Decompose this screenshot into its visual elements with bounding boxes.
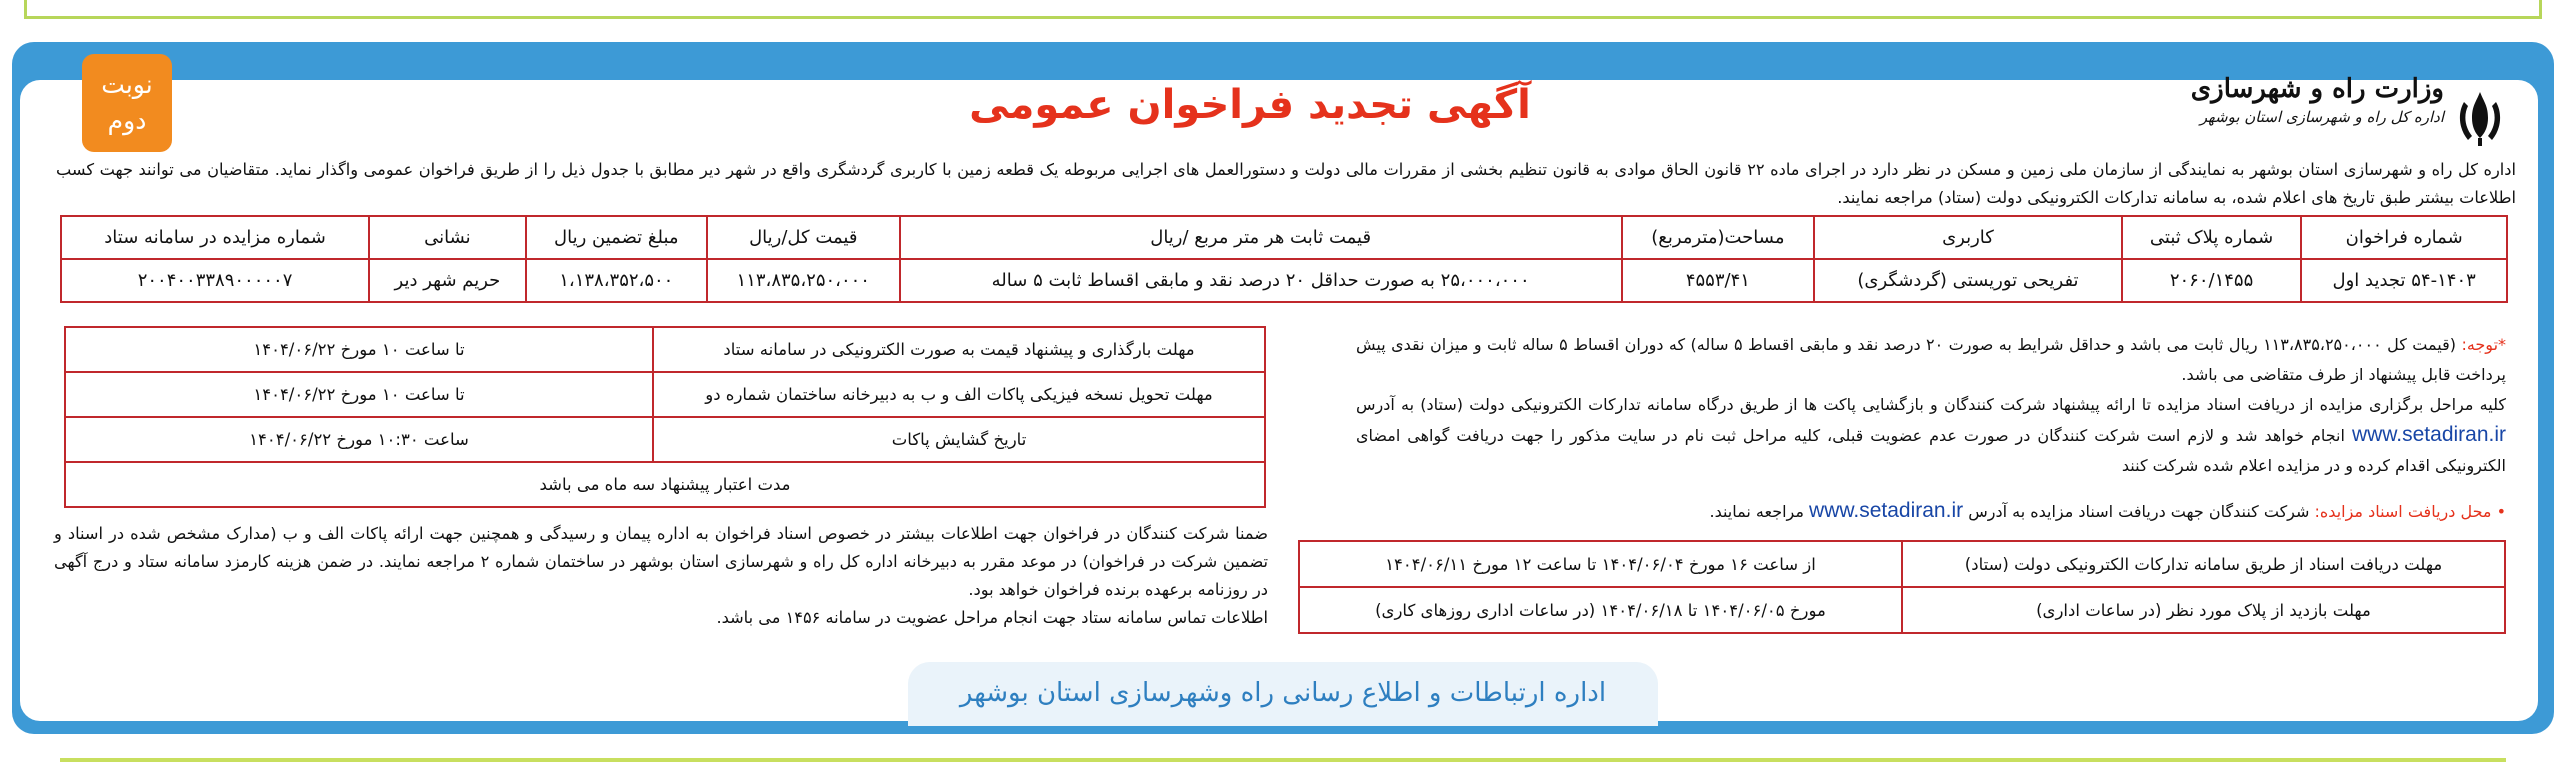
note-text: (قیمت کل ۱۱۳،۸۳۵،۲۵۰،۰۰۰ ریال ثابت می باشد و حداقل شرایط به صورت ۲۰ درصد نقد و مابقی اقساط ۵ ساله) که دوران اقساط ۵ ساله ثابت و میزان نقدی پیش پرداخت قابل پیشنهاد از طرف متقاضی می باشد. bbox=[1356, 335, 2506, 384]
note-paragraph bbox=[1356, 330, 2506, 481]
page-title: آگهی تجدید فراخوان عمومی bbox=[969, 82, 1531, 128]
table-cell: ۵۴-۱۴۰۳ تجدید اول bbox=[2301, 259, 2507, 302]
table-header-cell: قیمت ثابت هر متر مربع /ریال bbox=[900, 216, 1622, 259]
table-cell: ۲۰۰۴۰۰۳۳۸۹۰۰۰۰۰۷ bbox=[61, 259, 369, 302]
table-cell: مهلت تحویل نسخه فیزیکی پاکات الف و ب به دبیرخانه ساختمان شماره دو bbox=[653, 372, 1265, 417]
turn-badge bbox=[82, 54, 172, 152]
table-header-cell: مساحت(مترمربع) bbox=[1622, 216, 1815, 259]
table-row bbox=[65, 327, 1265, 372]
table-cell: مهلت بارگذاری و پیشنهاد قیمت به صورت الکترونیکی در سامانه ستاد bbox=[653, 327, 1265, 372]
turn-label: نوبت bbox=[101, 70, 153, 99]
note-second bbox=[1356, 390, 2506, 481]
note-text-a: کلیه مراحل برگزاری مزایده از دریافت اسناد مزایده تا ارائه پیشنهاد شرکت کنندگان و بازگشایی پاکت ها از طریق درگاه سامانه تدارکات الکترونیکی دولت (ستاد) به آدرس bbox=[1356, 395, 2506, 414]
table-cell: تا ساعت ۱۰ مورخ ۱۴۰۴/۰۶/۲۲ bbox=[65, 372, 653, 417]
table-cell: ۲۵،۰۰۰،۰۰۰ به صورت حداقل ۲۰ درصد نقد و مابقی اقساط ثابت ۵ ساله bbox=[900, 259, 1622, 302]
table-header-cell: نشانی bbox=[369, 216, 526, 259]
table-cell: ۱۱۳،۸۳۵،۲۵۰،۰۰۰ bbox=[707, 259, 900, 302]
place-paragraph bbox=[1356, 498, 2506, 525]
bottom-border-rule bbox=[60, 758, 2506, 762]
ministry-name: وزارت راه و شهرسازی bbox=[2190, 74, 2444, 104]
table-row bbox=[1299, 541, 2505, 587]
table-cell: ۲۰۶۰/۱۴۵۵ bbox=[2122, 259, 2302, 302]
ministry-subtitle: اداره کل راه و شهرسازی استان بوشهر bbox=[2199, 108, 2444, 126]
table-cell: مهلت بازدید از پلاک مورد نظر (در ساعات اداری) bbox=[1902, 587, 2505, 633]
table-row bbox=[1299, 587, 2505, 633]
table-row bbox=[61, 259, 2507, 302]
table-row bbox=[65, 372, 1265, 417]
table-row bbox=[65, 417, 1265, 462]
footer-banner: اداره ارتباطات و اطلاع رسانی راه وشهرسازی استان بوشهر bbox=[908, 662, 1658, 726]
contact-text-2: اطلاعات تماس سامانه ستاد جهت انجام مراحل عضویت در سامانه ۱۴۵۶ می باشد. bbox=[716, 608, 1268, 627]
setadiran-link[interactable]: www.setadiran.ir bbox=[2351, 423, 2507, 446]
table-header-cell: قیمت کل/ریال bbox=[707, 216, 900, 259]
table-row bbox=[65, 462, 1265, 507]
table-cell: ۱،۱۳۸،۳۵۲،۵۰۰ bbox=[526, 259, 707, 302]
place-text-a: شرکت کنندگان جهت دریافت اسناد مزایده به آدرس bbox=[1968, 502, 2310, 521]
deadline-table bbox=[64, 326, 1266, 508]
intro-paragraph: اداره کل راه و شهرسازی استان بوشهر به نمایندگی از سازمان ملی زمین و مسکن در نظر دارد در اجرای ماده ۲۲ قانون الحاق موادی به قانون تنظیم بخشی از مقررات مالی دولت و دستورالعمل های اجرایی مربوطه یک قطعه زمین با کاربری گردشگری واقع در شهر دیر مطابق با جدول ذیل را از طریق فراخوان عمومی واگذار نماید. متقاضیان می توانند جهت کسب اطلاعات بیشتر طبق تاریخ های اعلام شده، به سامانه تدارکات الکترونیکی دولت (ستاد) مراجعه نمایند. bbox=[56, 160, 2516, 207]
note-label: *توجه: bbox=[2461, 335, 2507, 354]
table-header-cell: کاربری bbox=[1814, 216, 2122, 259]
top-border-rule bbox=[24, 0, 2542, 19]
setadiran-link[interactable]: www.setadiran.ir bbox=[1809, 499, 1964, 522]
turn-number: دوم bbox=[107, 106, 147, 135]
validity-cell: مدت اعتبار پیشنهاد سه ماه می باشد bbox=[65, 462, 1265, 507]
table-cell: از ساعت ۱۶ مورخ ۱۴۰۴/۰۶/۰۴ تا ساعت ۱۲ مورخ ۱۴۰۴/۰۶/۱۱ bbox=[1299, 541, 1902, 587]
table-cell: مورخ ۱۴۰۴/۰۶/۰۵ تا ۱۴۰۴/۰۶/۱۸ (در ساعات اداری روزهای کاری) bbox=[1299, 587, 1902, 633]
table-header-cell: شماره مزایده در سامانه ستاد bbox=[61, 216, 369, 259]
table-cell: مهلت دریافت اسناد از طریق سامانه تدارکات الکترونیکی دولت (ستاد) bbox=[1902, 541, 2505, 587]
table-header-cell: مبلغ تضمین ریال bbox=[526, 216, 707, 259]
table-cell: ۴۵۵۳/۴۱ bbox=[1622, 259, 1815, 302]
table-header-cell: شماره فراخوان bbox=[2301, 216, 2507, 259]
documents-table bbox=[1298, 540, 2506, 634]
table-cell: تا ساعت ۱۰ مورخ ۱۴۰۴/۰۶/۲۲ bbox=[65, 327, 653, 372]
place-text-b: مراجعه نمایند. bbox=[1709, 502, 1804, 521]
place-label: • محل دریافت اسناد مزایده: bbox=[2314, 502, 2506, 521]
iran-emblem-icon bbox=[2454, 88, 2506, 148]
note-text-b: انجام خواهد شد و لازم است شرکت کنندگان در صورت عدم عضویت قبلی، کلیه مراحل ثبت نام در سایت مذکور را جهت دریافت گواهی امضای الکترونیکی اقدام کرده و در مزایده اعلام شده شرکت کنند bbox=[1356, 426, 2506, 475]
contact-paragraph bbox=[54, 520, 1268, 632]
table-header-row bbox=[61, 216, 2507, 259]
ministry-header bbox=[2191, 74, 2444, 126]
auction-table bbox=[60, 215, 2508, 303]
contact-text-1: ضمنا شرکت کنندگان در فراخوان جهت اطلاعات بیشتر در خصوص اسناد فراخوان به اداره پیمان و رسیدگی و همچنین جهت ارائه پاکات الف و ب (مدارک مشخص شده در اسناد و تضمین شرکت در فراخوان) در موعد مقرر به دبیرخانه اداره کل راه و شهرسازی استان بوشهر در ساختمان شماره ۲ مراجعه نمایند. در ضمن هزینه کارمزد سامانه ستاد و درج آگهی در روزنامه برعهده برنده فراخوان خواهد بود. bbox=[54, 524, 1268, 599]
note-first bbox=[1356, 330, 2506, 390]
table-cell: ساعت ۱۰:۳۰ مورخ ۱۴۰۴/۰۶/۲۲ bbox=[65, 417, 653, 462]
table-cell: حریم شهر دیر bbox=[369, 259, 526, 302]
table-cell: تاریخ گشایش پاکات bbox=[653, 417, 1265, 462]
table-header-cell: شماره پلاک ثبتی bbox=[2122, 216, 2302, 259]
table-cell: تفریحی توریستی (گردشگری) bbox=[1814, 259, 2122, 302]
